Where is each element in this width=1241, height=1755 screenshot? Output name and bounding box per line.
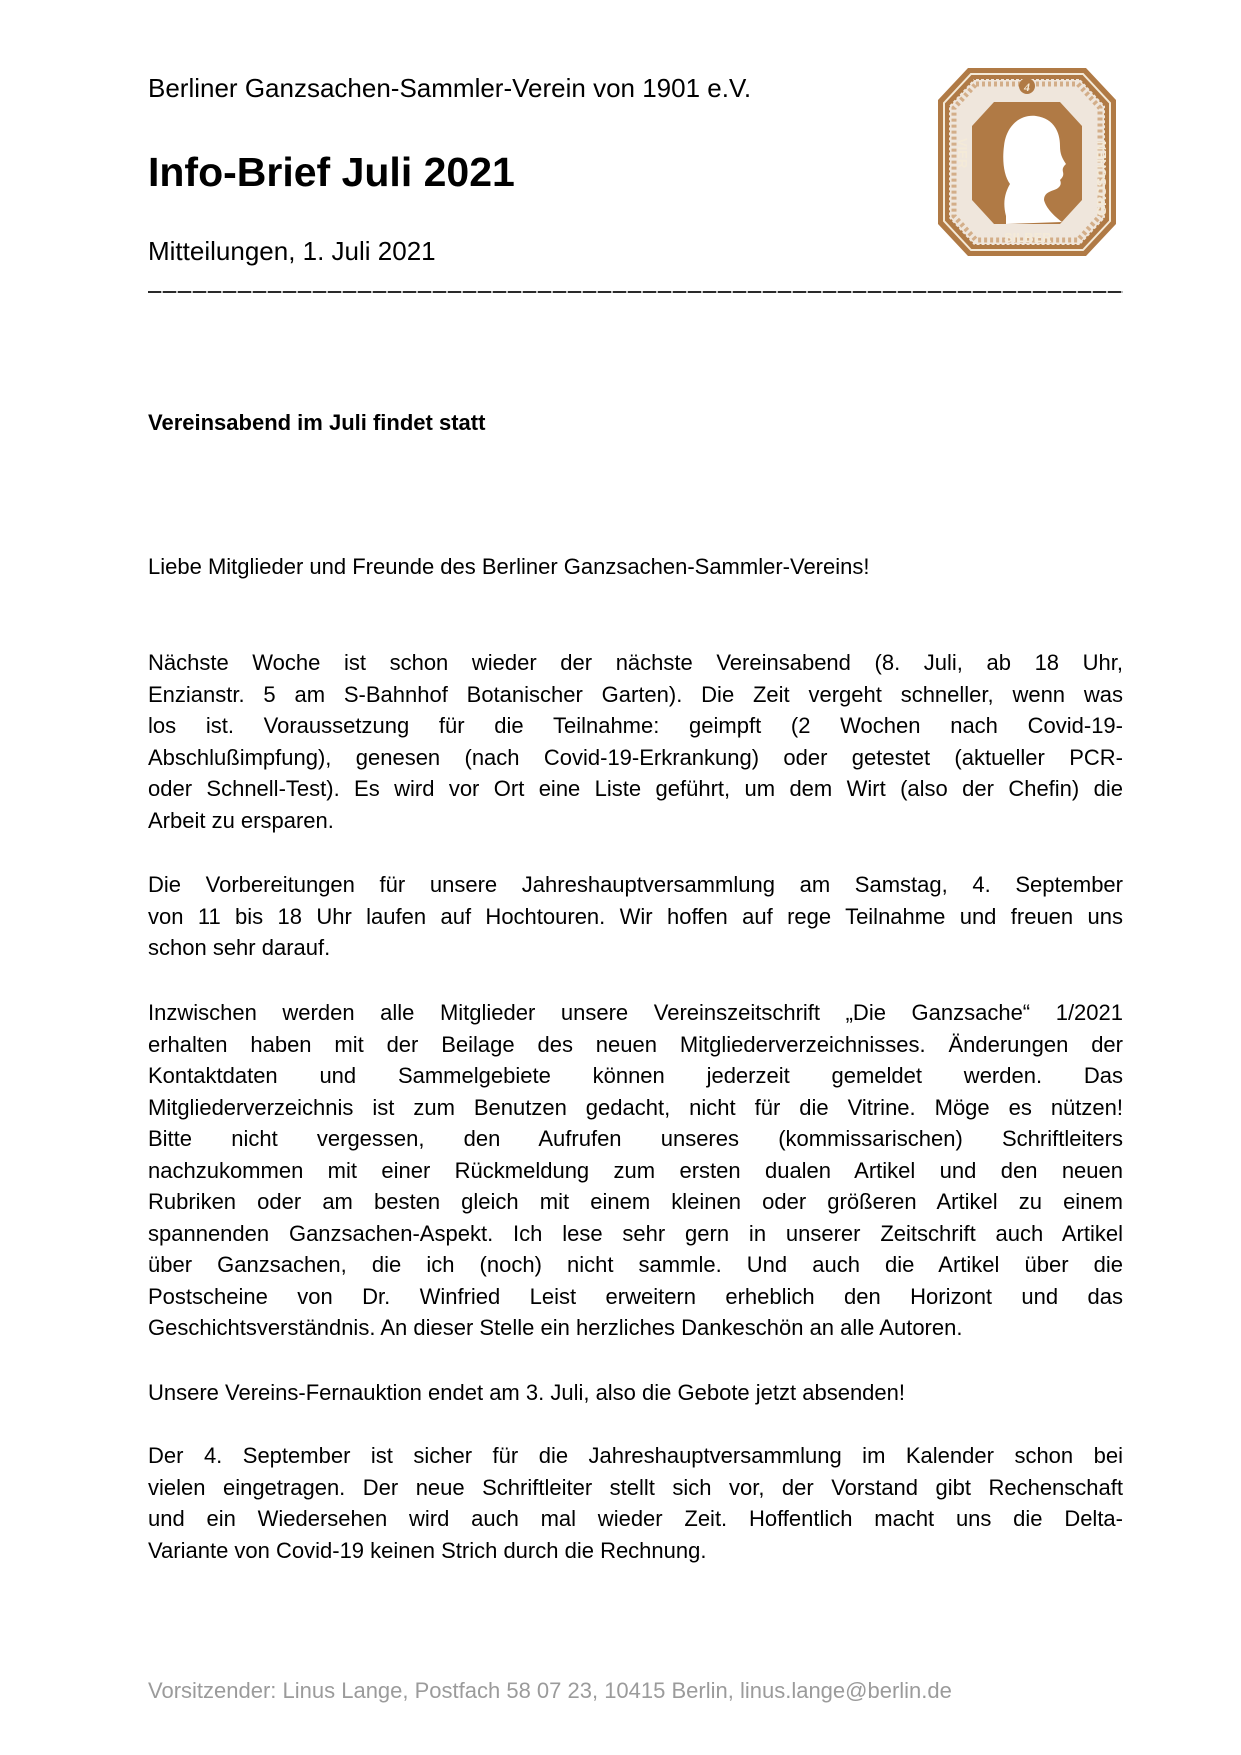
paragraph-september	[148, 1440, 1123, 1566]
text-line: Abschlußimpfung), genesen (nach Covid-19-Erkrankung) oder getestet (aktueller PCR-	[148, 744, 1123, 770]
paragraph-auction	[148, 1377, 1123, 1409]
text-line: nachzukommen mit einer Rückmeldung zum ersten dualen Artikel und den neuen	[148, 1157, 1123, 1183]
article-greeting: Liebe Mitglieder und Freunde des Berliner Ganzsachen-Sammler-Vereins!	[148, 554, 870, 579]
text-line: Rubriken oder am besten gleich mit einem kleinen oder größeren Artikel zu einem	[148, 1189, 1123, 1214]
octagonal-stamp-icon	[936, 66, 1118, 258]
paragraph-annual-meeting	[148, 869, 1123, 964]
header-divider	[148, 291, 1123, 293]
paragraph-club-evening	[148, 647, 1123, 836]
stamp-inscription-left: VIER	[955, 138, 970, 169]
stamp-inscription-bottom: SILBER	[1004, 230, 1052, 245]
text-line: Mitgliederverzeichnis ist zum Benutzen gedacht, nicht für die Vitrine. Möge es nützen!	[148, 1094, 1123, 1120]
text-line: Arbeit zu ersparen.	[148, 807, 334, 833]
text-line: Kontaktdaten und Sammelgebiete können jederzeit gemeldet werden. Das	[148, 1063, 1123, 1088]
text-line: Inzwischen werden alle Mitglieder unsere Vereinszeitschrift „Die Ganzsache“ 1/2021	[148, 1000, 1123, 1025]
paragraph-magazine	[148, 997, 1123, 1344]
text-line: Geschichtsverständnis. An dieser Stelle ein herzliches Dankeschön an alle Autoren.	[148, 1315, 963, 1340]
text-line: und ein Wiedersehen wird auch mal wieder Zeit. Hoffentlich macht uns die Delta-	[148, 1506, 1123, 1531]
text-line: Unsere Vereins-Fernauktion endet am 3. Juli, also die Gebote jetzt absenden!	[148, 1380, 906, 1405]
organization-name: Berliner Ganzsachen-Sammler-Verein von 1901 e.V.	[148, 73, 752, 103]
text-line: über Ganzsachen, die ich (noch) nicht sammle. Und auch die Artikel über die	[148, 1252, 1123, 1277]
page-title: Info-Brief Juli 2021	[148, 149, 515, 195]
text-line: Variante von Covid-19 keinen Strich durch die Rechnung.	[148, 1537, 707, 1563]
text-line: schon sehr darauf.	[148, 935, 331, 960]
text-line: von 11 bis 18 Uhr laufen auf Hochtouren. Wir hoffen auf rege Teilnahme und freuen uns	[148, 903, 1123, 929]
stamp-inscription-right: GROSCHEN	[1094, 140, 1109, 216]
stamp-numeral: 4	[1024, 80, 1030, 94]
text-line: erhalten haben mit der Beilage des neuen Mitgliederverzeichnisses. Änderungen der	[148, 1031, 1123, 1057]
text-line: Nächste Woche ist schon wieder der nächste Vereinsabend (8. Juli, ab 18 Uhr,	[148, 650, 1123, 675]
text-line: Die Vorbereitungen für unsere Jahreshauptversammlung am Samstag, 4. September	[148, 872, 1123, 897]
text-line: Der 4. September ist sicher für die Jahreshauptversammlung im Kalender schon bei	[148, 1443, 1123, 1468]
page-subtitle: Mitteilungen, 1. Juli 2021	[148, 236, 436, 266]
text-line: vielen eingetragen. Der neue Schriftleiter stellt sich vor, der Vorstand gibt Rechenschaft	[148, 1474, 1123, 1500]
footer-contact: Vorsitzender: Linus Lange, Postfach 58 07 23, 10415 Berlin, linus.lange@berlin.de	[148, 1678, 952, 1703]
text-line: Enzianstr. 5 am S-Bahnhof Botanischer Garten). Die Zeit vergeht schneller, wenn was	[148, 681, 1123, 707]
text-line: Bitte nicht vergessen, den Aufrufen unseres (kommissarischen) Schriftleiters	[148, 1126, 1123, 1151]
text-line: spannenden Ganzsachen-Aspekt. Ich lese sehr gern in unserer Zeitschrift auch Artikel	[148, 1220, 1123, 1246]
article-heading: Vereinsabend im Juli findet statt	[148, 410, 486, 435]
text-line: los ist. Voraussetzung für die Teilnahme: geimpft (2 Wochen nach Covid-19-	[148, 713, 1123, 738]
text-line: Postscheine von Dr. Winfried Leist erweitern erheblich den Horizont und das	[148, 1283, 1123, 1309]
text-line: oder Schnell-Test). Es wird vor Ort eine Liste geführt, um dem Wirt (also der Chefin) die	[148, 776, 1123, 801]
